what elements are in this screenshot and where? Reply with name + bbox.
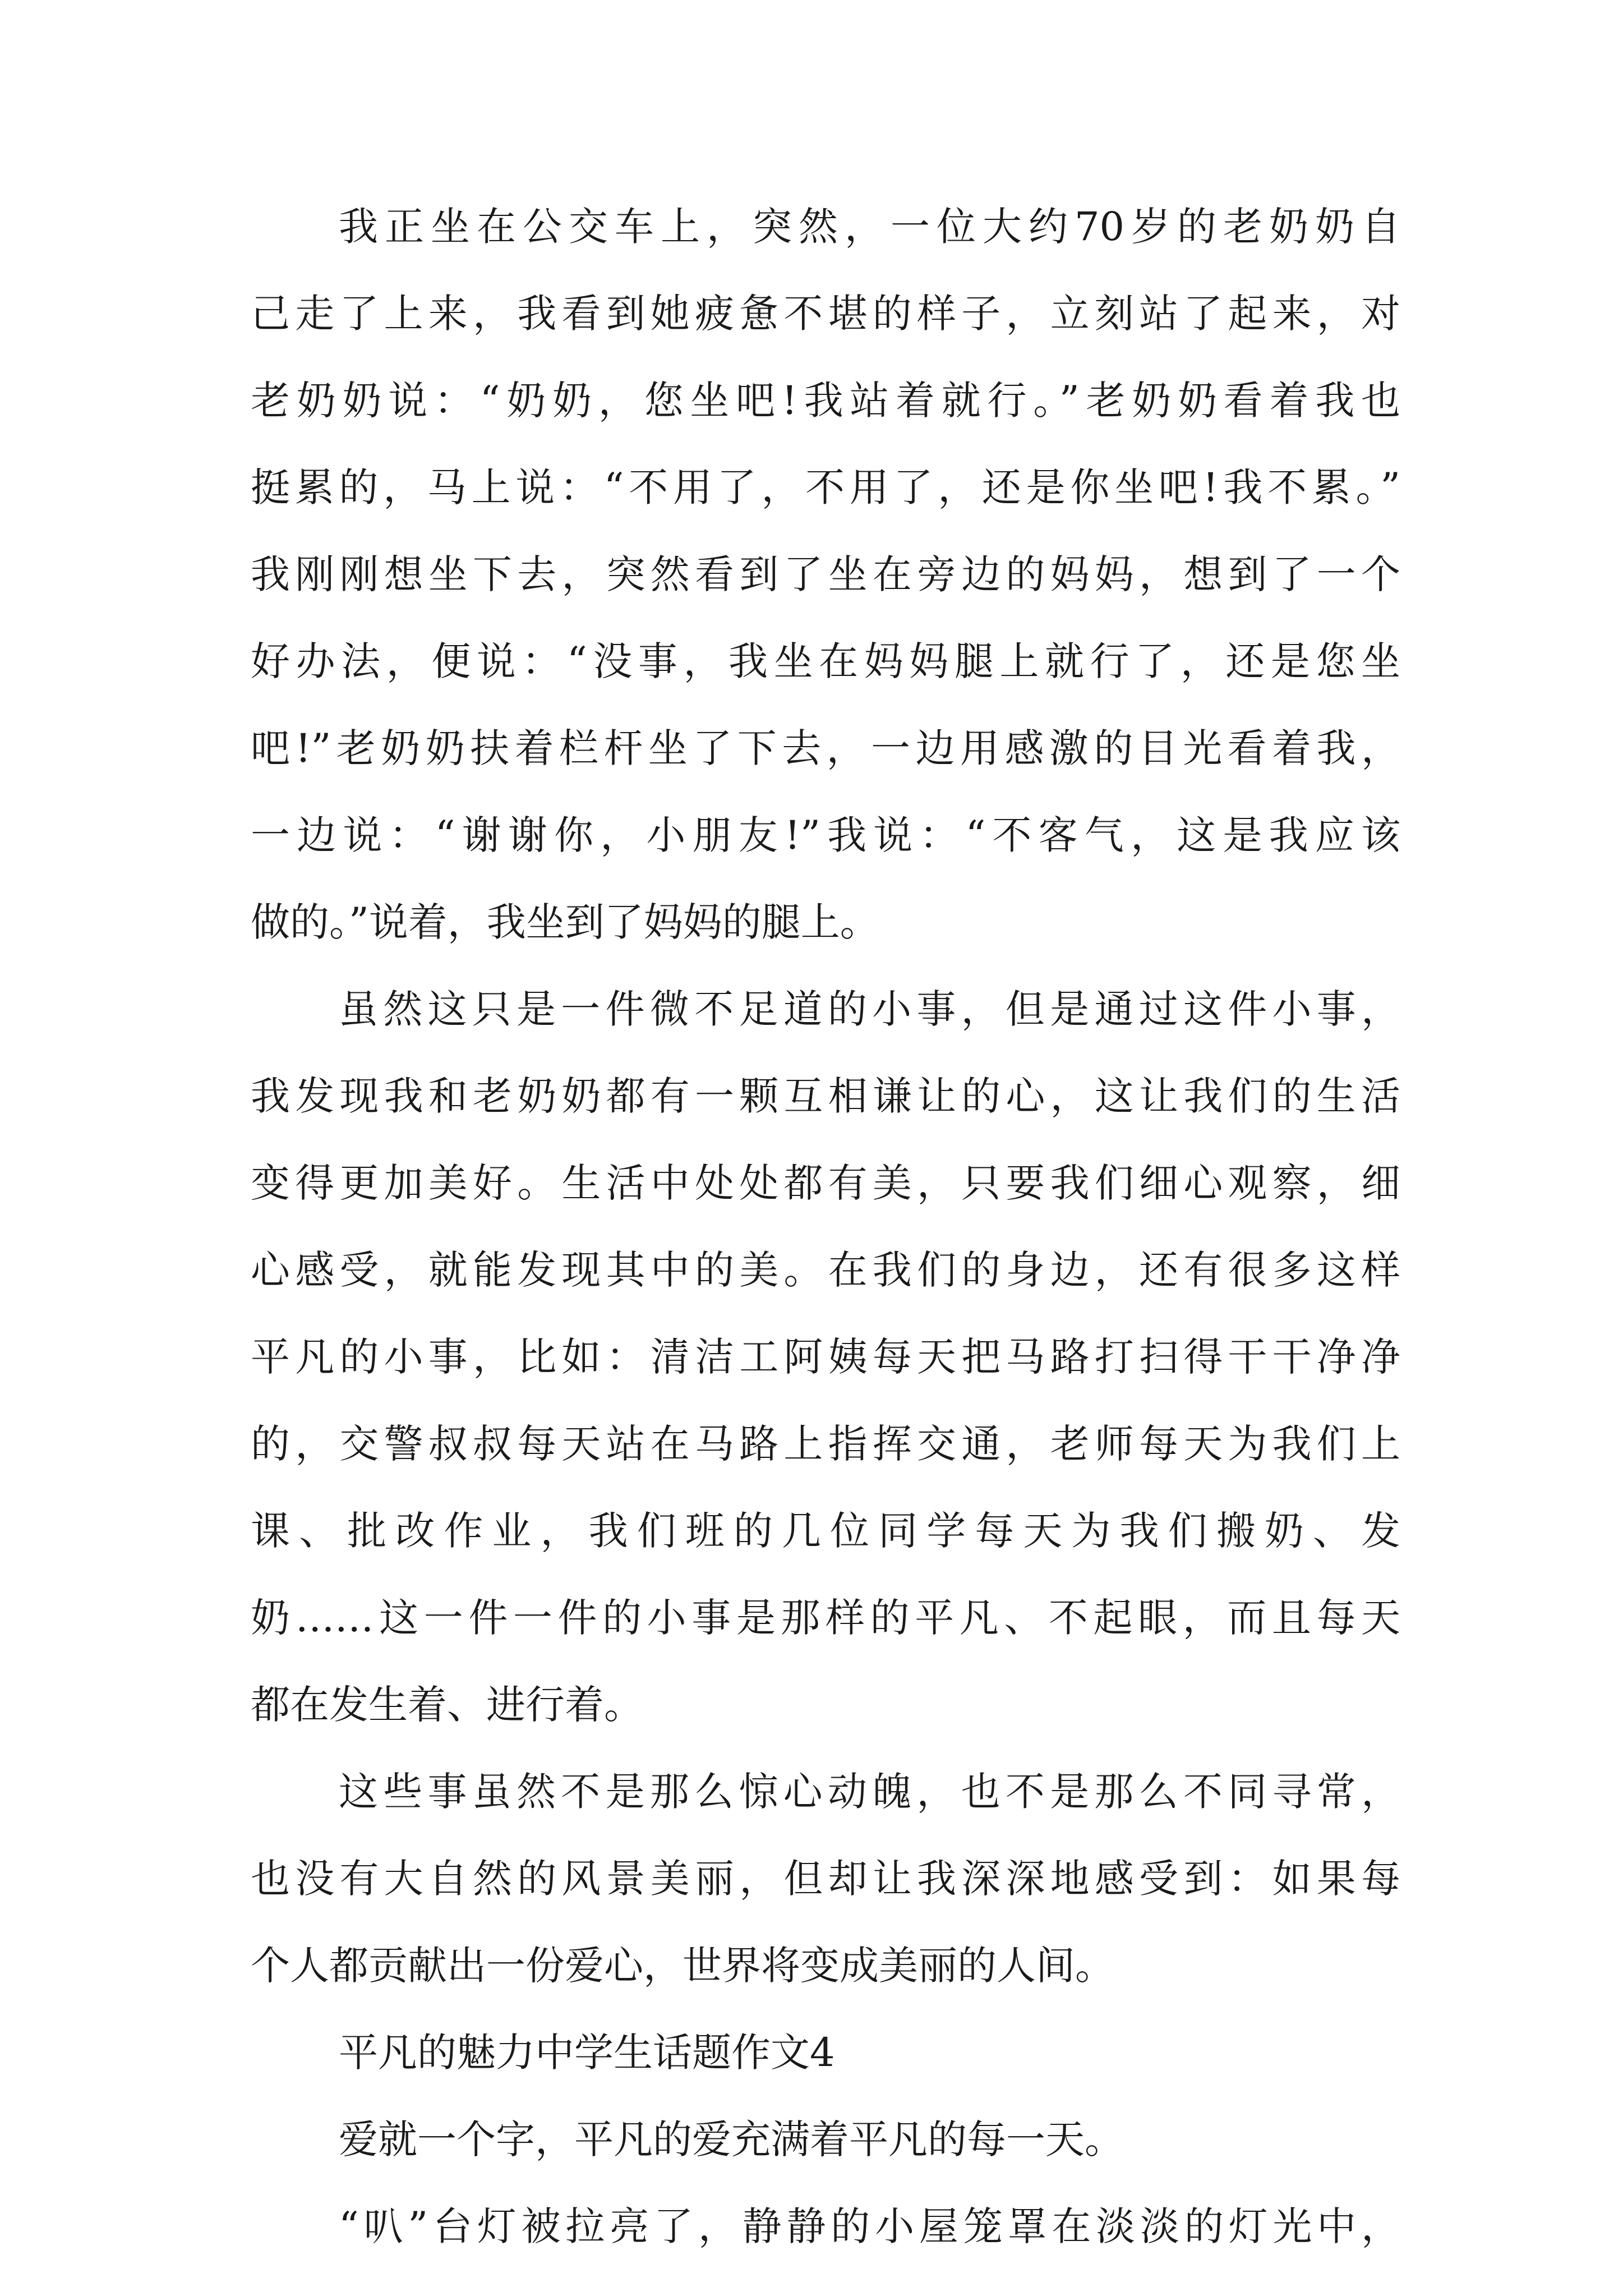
text-line: 己走了上来，我看到她疲惫不堪的样子，立刻站了起来，对 bbox=[251, 291, 1400, 337]
text-line: 课、批改作业，我们班的几位同学每天为我们搬奶、发 bbox=[251, 1508, 1400, 1554]
section-heading: 平凡的魅力中学生话题作文4 bbox=[339, 2030, 835, 2076]
text-line: 我发现我和老奶奶都有一颗互相谦让的心，这让我们的生活 bbox=[251, 1073, 1400, 1119]
text-line: 变得更加美好。生活中处处都有美，只要我们细心观察，细 bbox=[251, 1160, 1400, 1206]
text-line: 个人都贡献出一份爱心，世界将变成美丽的人间。 bbox=[251, 1943, 1114, 1989]
text-line: 一边说：“谢谢你，小朋友!”我说：“不客气，这是我应该 bbox=[251, 812, 1400, 858]
text-line: 平凡的小事，比如：清洁工阿姨每天把马路打扫得干干净净 bbox=[251, 1334, 1400, 1380]
text-line: 奶……这一件一件的小事是那样的平凡、不起眼，而且每天 bbox=[251, 1595, 1400, 1641]
text-line: 老奶奶说：“奶奶，您坐吧!我站着就行。”老奶奶看着我也 bbox=[251, 378, 1400, 424]
text-line: 虽然这只是一件微不足道的小事，但是通过这件小事， bbox=[339, 986, 1400, 1032]
text-line: 心感受，就能发现其中的美。在我们的身边，还有很多这样 bbox=[251, 1247, 1400, 1293]
text-line: 做的。”说着，我坐到了妈妈的腿上。 bbox=[251, 899, 879, 945]
text-line: 都在发生着、进行着。 bbox=[251, 1682, 643, 1728]
text-line: 吧!”老奶奶扶着栏杆坐了下去，一边用感激的目光看着我， bbox=[251, 725, 1400, 771]
text-line: 我刚刚想坐下去，突然看到了坐在旁边的妈妈，想到了一个 bbox=[251, 551, 1400, 597]
text-line: 爱就一个字，平凡的爱充满着平凡的每一天。 bbox=[339, 2116, 1124, 2162]
text-line: 这些事虽然不是那么惊心动魄，也不是那么不同寻常， bbox=[339, 1769, 1400, 1815]
text-line: 也没有大自然的风景美丽，但却让我深深地感受到：如果每 bbox=[251, 1856, 1400, 1902]
text-line: 的，交警叔叔每天站在马路上指挥交通，老师每天为我们上 bbox=[251, 1421, 1400, 1467]
text-line: 好办法，便说：“没事，我坐在妈妈腿上就行了，还是您坐 bbox=[251, 638, 1400, 684]
text-line: “叭”台灯被拉亮了，静静的小屋笼罩在淡淡的灯光中， bbox=[339, 2203, 1400, 2249]
text-line: 我正坐在公交车上，突然，一位大约70岁的老奶奶自 bbox=[339, 204, 1400, 250]
text-line: 挺累的，马上说：“不用了，不用了，还是你坐吧!我不累。” bbox=[251, 464, 1400, 510]
